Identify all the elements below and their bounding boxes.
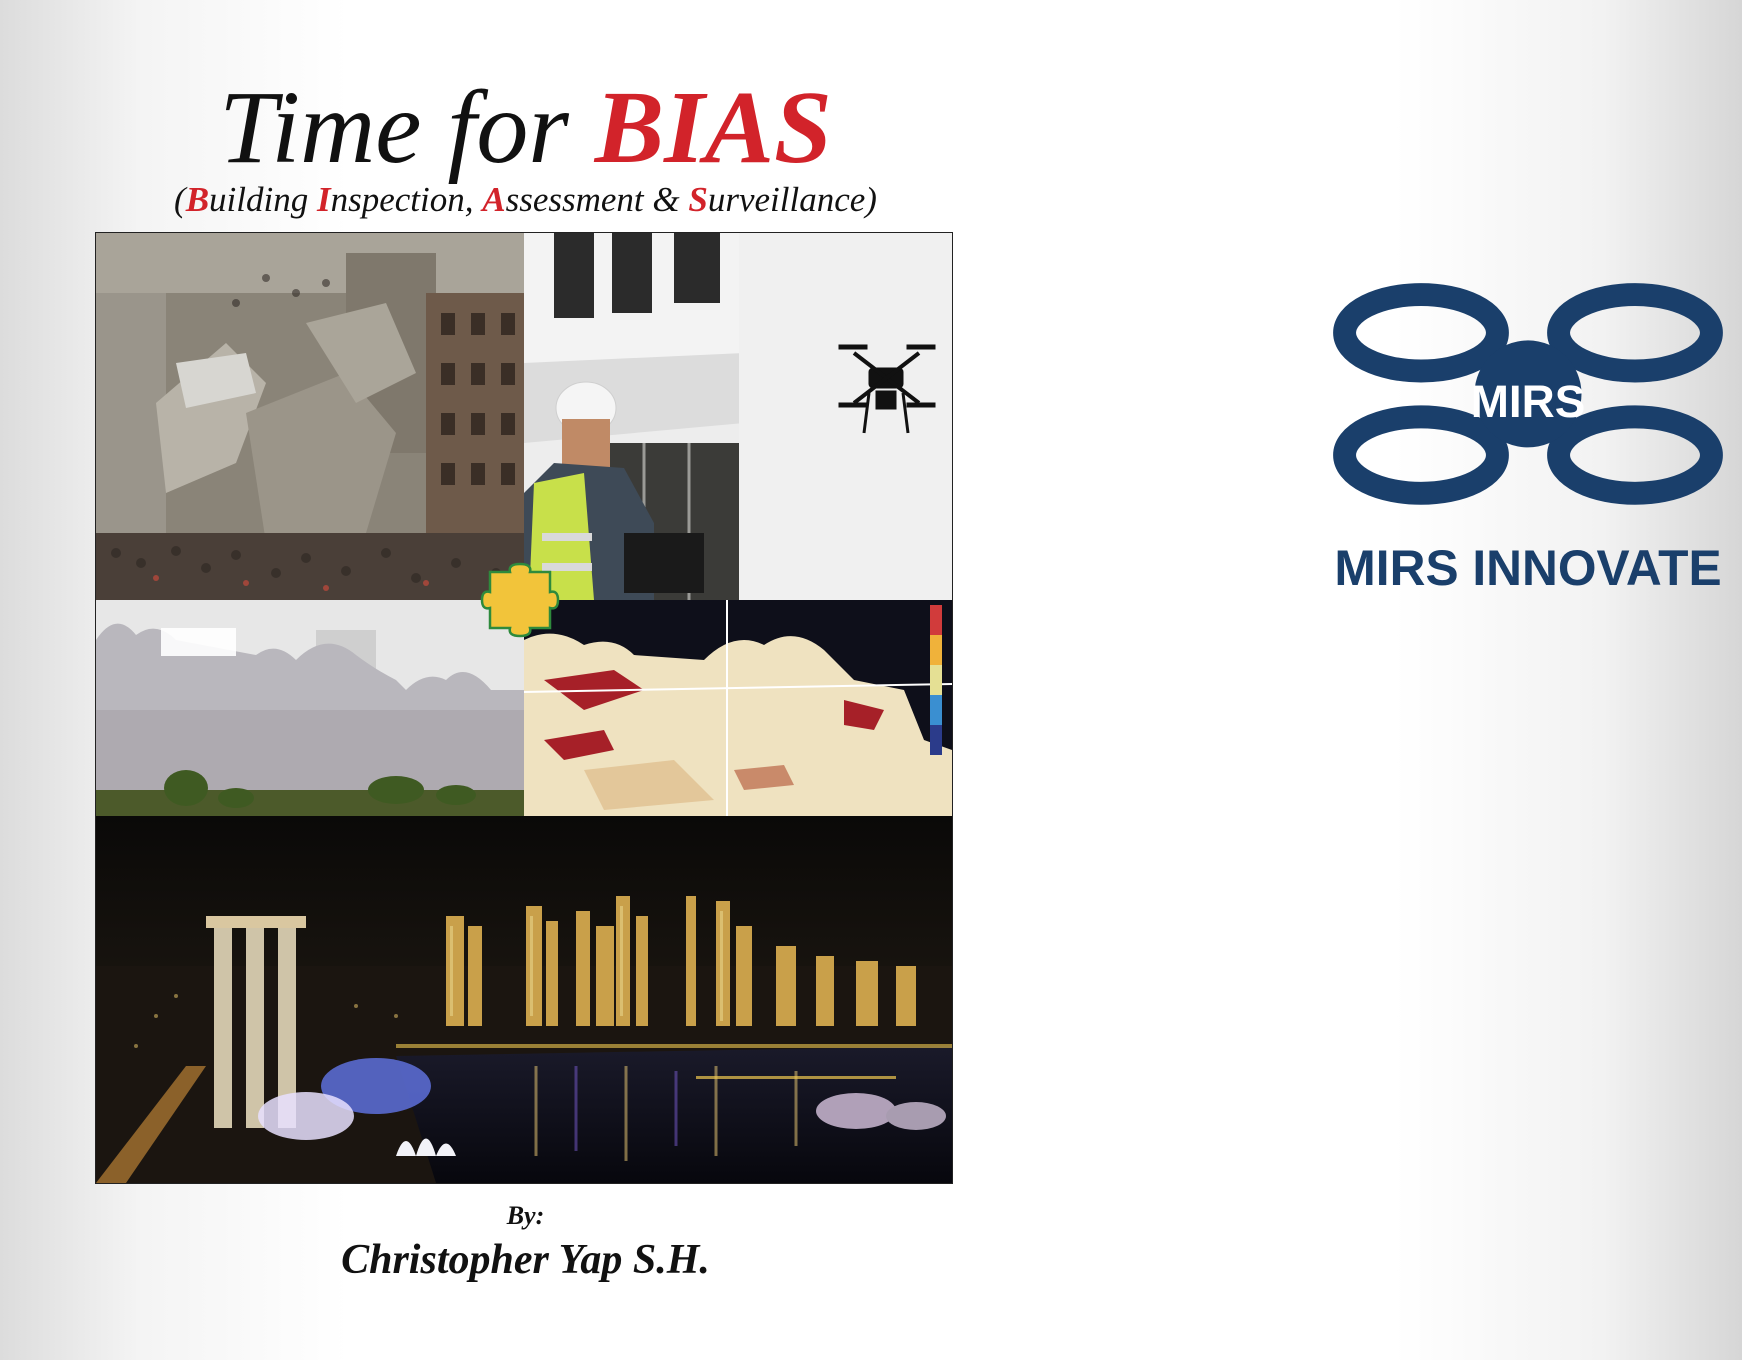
subtitle-cap-b: B — [185, 180, 210, 219]
mirs-logo-icon — [1314, 241, 1742, 608]
thermal-scan-image — [524, 600, 952, 816]
city-night-skyline-photo — [96, 816, 952, 1183]
photo-collage — [95, 232, 1722, 1184]
title-prefix: Time for — [219, 70, 595, 185]
subtitle-word-building: uilding — [209, 180, 317, 219]
book-subtitle — [0, 178, 1051, 222]
collapsed-building-photo — [96, 233, 524, 600]
book-title — [0, 68, 1051, 188]
logo-text: MIRS INNOVATE — [1334, 540, 1722, 596]
subtitle-cap-s: S — [688, 180, 708, 219]
logo-mark: MIRS — [1470, 374, 1586, 427]
drone-inspection-photo — [524, 233, 1722, 600]
subtitle-cap-a: A — [482, 180, 506, 219]
puzzle-piece-icon — [482, 562, 558, 638]
subtitle-word-inspection: nspection, — [330, 180, 483, 219]
subtitle-cap-i: I — [316, 180, 331, 219]
subtitle-word-assessment: ssessment & — [505, 180, 689, 219]
subtitle-open: ( — [174, 180, 186, 219]
title-accent: BIAS — [594, 70, 832, 185]
author-name: Christopher Yap S.H. — [341, 1237, 710, 1283]
heritage-wall-photo — [96, 600, 524, 816]
subtitle-word-surveillance: urveillance) — [707, 180, 877, 219]
byline: By: — [506, 1201, 545, 1230]
